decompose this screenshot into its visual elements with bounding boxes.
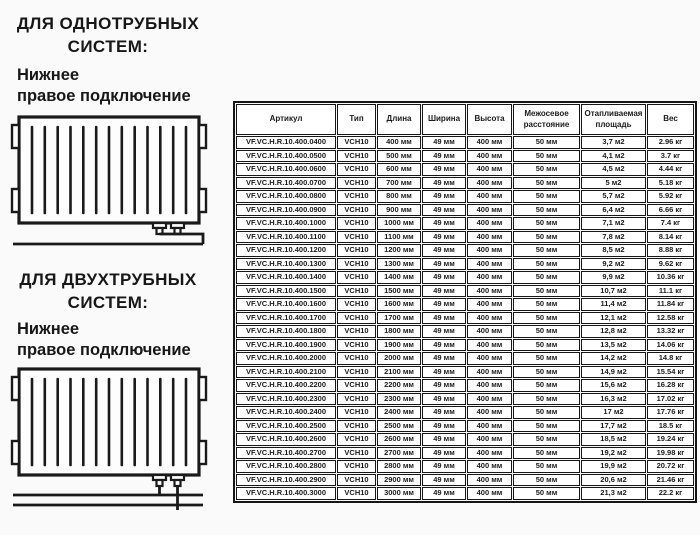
table-cell: 3000 мм [377, 487, 421, 500]
table-cell: 50 мм [513, 244, 580, 257]
table-cell: 50 мм [513, 231, 580, 244]
table-row [236, 258, 694, 271]
spec-table-wrap [233, 101, 697, 503]
table-cell: 400 мм [467, 487, 512, 500]
table-cell: 19.24 кг [647, 433, 694, 446]
two-pipe-heading-line2: СИСТЕМ: [67, 292, 149, 312]
col-header-length: Длина [377, 104, 421, 135]
col-header-width: Ширина [422, 104, 466, 135]
table-cell: 18.5 кг [647, 420, 694, 433]
table-cell: 2300 мм [377, 393, 421, 406]
connection-label-line2: правое подключение [17, 87, 191, 106]
connection-label-line1: Нижнее [17, 320, 80, 338]
table-cell: VCH10 [337, 474, 376, 487]
table-cell: VF.VC.H.R.10.400.1500 [236, 285, 336, 298]
table-cell: VCH10 [337, 177, 376, 190]
table-cell: VCH10 [337, 190, 376, 203]
table-cell: 13.32 кг [647, 325, 694, 338]
table-row [236, 136, 694, 149]
spec-table-body [236, 136, 694, 500]
table-row [236, 420, 694, 433]
table-cell: 11.84 кг [647, 298, 694, 311]
table-cell: VCH10 [337, 163, 376, 176]
table-cell: 49 мм [422, 231, 466, 244]
table-cell: VCH10 [337, 460, 376, 473]
table-row [236, 150, 694, 163]
single-pipe-connection-label [17, 65, 191, 108]
connection-label-line2: правое подключение [17, 341, 191, 360]
table-cell: VCH10 [337, 298, 376, 311]
table-cell: 14.06 кг [647, 339, 694, 352]
table-row [236, 271, 694, 284]
table-row [236, 433, 694, 446]
table-cell: VF.VC.H.R.10.400.0800 [236, 190, 336, 203]
table-row [236, 325, 694, 338]
table-cell: 50 мм [513, 150, 580, 163]
table-cell: 400 мм [467, 325, 512, 338]
table-cell: 50 мм [513, 325, 580, 338]
table-row [236, 474, 694, 487]
table-cell: 18,5 м2 [581, 433, 646, 446]
table-cell: VF.VC.H.R.10.400.1800 [236, 325, 336, 338]
table-cell: 50 мм [513, 285, 580, 298]
table-cell: 50 мм [513, 393, 580, 406]
single-pipe-heading-line2: СИСТЕМ: [67, 36, 149, 56]
table-cell: 5.92 кг [647, 190, 694, 203]
table-cell: 50 мм [513, 204, 580, 217]
table-cell: 17,7 м2 [581, 420, 646, 433]
table-cell: 1200 мм [377, 244, 421, 257]
table-cell: VCH10 [337, 325, 376, 338]
table-cell: VF.VC.H.R.10.400.2600 [236, 433, 336, 446]
table-cell: 50 мм [513, 487, 580, 500]
table-cell: 15.54 кг [647, 366, 694, 379]
table-cell: 49 мм [422, 420, 466, 433]
table-cell: VF.VC.H.R.10.400.1600 [236, 298, 336, 311]
table-cell: 49 мм [422, 244, 466, 257]
table-cell: VCH10 [337, 352, 376, 365]
table-cell: 400 мм [467, 150, 512, 163]
table-cell: 2000 мм [377, 352, 421, 365]
table-cell: 2.96 кг [647, 136, 694, 149]
table-row [236, 352, 694, 365]
table-cell: 50 мм [513, 433, 580, 446]
table-cell: 8.14 кг [647, 231, 694, 244]
table-cell: 500 мм [377, 150, 421, 163]
table-cell: VCH10 [337, 406, 376, 419]
table-cell: VF.VC.H.R.10.400.0900 [236, 204, 336, 217]
table-cell: VCH10 [337, 231, 376, 244]
table-row [236, 163, 694, 176]
table-cell: VF.VC.H.R.10.400.2400 [236, 406, 336, 419]
table-cell: 1000 мм [377, 217, 421, 230]
table-cell: 49 мм [422, 136, 466, 149]
table-row [236, 406, 694, 419]
table-row [236, 447, 694, 460]
table-cell: 7.4 кг [647, 217, 694, 230]
table-cell: 49 мм [422, 285, 466, 298]
radiator-two-pipe-diagram [5, 364, 218, 519]
table-cell: 400 мм [467, 406, 512, 419]
table-cell: 49 мм [422, 339, 466, 352]
table-cell: 8,5 м2 [581, 244, 646, 257]
table-cell: 19,9 м2 [581, 460, 646, 473]
table-cell: 7,8 м2 [581, 231, 646, 244]
table-cell: 1300 мм [377, 258, 421, 271]
table-cell: 1700 мм [377, 312, 421, 325]
table-cell: VF.VC.H.R.10.400.1100 [236, 231, 336, 244]
table-cell: 49 мм [422, 190, 466, 203]
table-cell: 400 мм [467, 474, 512, 487]
table-row [236, 285, 694, 298]
table-cell: 50 мм [513, 352, 580, 365]
table-cell: 400 мм [467, 420, 512, 433]
table-cell: VF.VC.H.R.10.400.0600 [236, 163, 336, 176]
table-cell: VF.VC.H.R.10.400.2300 [236, 393, 336, 406]
table-row [236, 379, 694, 392]
table-cell: 17.76 кг [647, 406, 694, 419]
table-cell: 13,5 м2 [581, 339, 646, 352]
table-cell: 49 мм [422, 217, 466, 230]
table-cell: 49 мм [422, 460, 466, 473]
table-cell: 400 мм [467, 460, 512, 473]
table-cell: 400 мм [467, 285, 512, 298]
table-row [236, 460, 694, 473]
table-cell: 50 мм [513, 379, 580, 392]
table-cell: VCH10 [337, 487, 376, 500]
table-cell: 400 мм [467, 433, 512, 446]
table-cell: 6,4 м2 [581, 204, 646, 217]
table-cell: 17.02 кг [647, 393, 694, 406]
table-cell: 4,5 м2 [581, 163, 646, 176]
table-cell: VF.VC.H.R.10.400.1700 [236, 312, 336, 325]
table-cell: 8.88 кг [647, 244, 694, 257]
radiator-single-pipe-diagram [5, 112, 218, 252]
table-cell: VCH10 [337, 433, 376, 446]
table-cell: 4.44 кг [647, 163, 694, 176]
table-cell: VF.VC.H.R.10.400.1300 [236, 258, 336, 271]
table-cell: 1500 мм [377, 285, 421, 298]
table-row [236, 217, 694, 230]
two-pipe-connection-label [17, 319, 191, 362]
table-cell: 3.7 кг [647, 150, 694, 163]
table-cell: 400 мм [467, 177, 512, 190]
table-cell: 1100 мм [377, 231, 421, 244]
table-cell: 49 мм [422, 447, 466, 460]
table-cell: 12,8 м2 [581, 325, 646, 338]
table-cell: 19,2 м2 [581, 447, 646, 460]
table-cell: 16,3 м2 [581, 393, 646, 406]
table-cell: 49 мм [422, 150, 466, 163]
table-cell: VCH10 [337, 420, 376, 433]
table-cell: 50 мм [513, 447, 580, 460]
table-cell: 49 мм [422, 271, 466, 284]
table-cell: 50 мм [513, 298, 580, 311]
table-cell: 7,1 м2 [581, 217, 646, 230]
table-cell: 400 мм [467, 190, 512, 203]
table-cell: 5.18 кг [647, 177, 694, 190]
table-row [236, 298, 694, 311]
table-cell: VCH10 [337, 244, 376, 257]
table-cell: VF.VC.H.R.10.400.1400 [236, 271, 336, 284]
left-panel [0, 0, 233, 535]
table-cell: VF.VC.H.R.10.400.2200 [236, 379, 336, 392]
table-cell: 400 мм [467, 258, 512, 271]
table-cell: 49 мм [422, 298, 466, 311]
col-header-type: Тип [337, 104, 376, 135]
table-cell: 50 мм [513, 339, 580, 352]
table-cell: 12,1 м2 [581, 312, 646, 325]
table-cell: 400 мм [467, 136, 512, 149]
table-cell: 2900 мм [377, 474, 421, 487]
table-cell: 50 мм [513, 366, 580, 379]
table-cell: 400 мм [467, 339, 512, 352]
table-cell: VF.VC.H.R.10.400.0400 [236, 136, 336, 149]
table-cell: 50 мм [513, 406, 580, 419]
table-cell: VF.VC.H.R.10.400.2000 [236, 352, 336, 365]
table-cell: 14,9 м2 [581, 366, 646, 379]
table-cell: VCH10 [337, 339, 376, 352]
table-cell: 600 мм [377, 163, 421, 176]
table-cell: 9.62 кг [647, 258, 694, 271]
table-cell: 49 мм [422, 393, 466, 406]
table-cell: 1900 мм [377, 339, 421, 352]
table-cell: 49 мм [422, 366, 466, 379]
table-cell: 49 мм [422, 474, 466, 487]
table-cell: 400 мм [467, 393, 512, 406]
table-cell: 1400 мм [377, 271, 421, 284]
table-cell: 400 мм [467, 379, 512, 392]
table-cell: 4,1 м2 [581, 150, 646, 163]
table-cell: 5,7 м2 [581, 190, 646, 203]
table-cell: 400 мм [467, 204, 512, 217]
table-cell: VCH10 [337, 393, 376, 406]
table-cell: VCH10 [337, 136, 376, 149]
table-cell: VCH10 [337, 366, 376, 379]
table-cell: 50 мм [513, 271, 580, 284]
table-cell: 15,6 м2 [581, 379, 646, 392]
table-cell: 2200 мм [377, 379, 421, 392]
table-row [236, 231, 694, 244]
table-cell: 16.28 кг [647, 379, 694, 392]
table-cell: 400 мм [467, 217, 512, 230]
table-cell: 12.58 кг [647, 312, 694, 325]
table-cell: 21.46 кг [647, 474, 694, 487]
table-row [236, 339, 694, 352]
table-cell: 400 мм [467, 271, 512, 284]
table-cell: 2600 мм [377, 433, 421, 446]
col-header-heated-area: Отапливаемая площадь [581, 104, 646, 135]
table-cell: 49 мм [422, 204, 466, 217]
table-cell: 50 мм [513, 136, 580, 149]
table-cell: 9,9 м2 [581, 271, 646, 284]
table-cell: VCH10 [337, 258, 376, 271]
table-cell: 11.1 кг [647, 285, 694, 298]
two-pipe-heading-line1: ДЛЯ ДВУХТРУБНЫХ [19, 270, 197, 289]
table-cell: 5 м2 [581, 177, 646, 190]
table-cell: 50 мм [513, 474, 580, 487]
table-cell: 10,7 м2 [581, 285, 646, 298]
table-cell: 49 мм [422, 487, 466, 500]
table-cell: VF.VC.H.R.10.400.2900 [236, 474, 336, 487]
table-cell: VF.VC.H.R.10.400.3000 [236, 487, 336, 500]
table-row [236, 177, 694, 190]
table-cell: 9,2 м2 [581, 258, 646, 271]
table-cell: 49 мм [422, 325, 466, 338]
table-cell: 700 мм [377, 177, 421, 190]
table-cell: VF.VC.H.R.10.400.2100 [236, 366, 336, 379]
table-row [236, 204, 694, 217]
table-row [236, 487, 694, 500]
table-cell: 49 мм [422, 258, 466, 271]
table-cell: VCH10 [337, 312, 376, 325]
table-cell: VCH10 [337, 379, 376, 392]
table-row [236, 190, 694, 203]
table-cell: 400 мм [467, 231, 512, 244]
table-cell: 49 мм [422, 352, 466, 365]
table-cell: 50 мм [513, 420, 580, 433]
table-cell: VF.VC.H.R.10.400.1000 [236, 217, 336, 230]
table-cell: VF.VC.H.R.10.400.0700 [236, 177, 336, 190]
table-cell: 49 мм [422, 433, 466, 446]
col-header-weight: Вес [647, 104, 694, 135]
table-cell: 400 мм [467, 163, 512, 176]
table-cell: 49 мм [422, 312, 466, 325]
table-cell: 400 мм [467, 352, 512, 365]
table-cell: 50 мм [513, 190, 580, 203]
table-cell: VCH10 [337, 285, 376, 298]
table-cell: 49 мм [422, 379, 466, 392]
table-cell: 21,3 м2 [581, 487, 646, 500]
col-header-axle-distance: Межосевое расстояние [513, 104, 580, 135]
table-cell: 17 м2 [581, 406, 646, 419]
table-cell: 400 мм [377, 136, 421, 149]
table-cell: 1600 мм [377, 298, 421, 311]
table-row [236, 366, 694, 379]
table-row [236, 312, 694, 325]
table-cell: VF.VC.H.R.10.400.2500 [236, 420, 336, 433]
table-cell: VCH10 [337, 447, 376, 460]
table-cell: 50 мм [513, 258, 580, 271]
table-cell: VF.VC.H.R.10.400.1200 [236, 244, 336, 257]
spec-table [233, 101, 697, 503]
table-cell: 14,2 м2 [581, 352, 646, 365]
table-cell: 2800 мм [377, 460, 421, 473]
table-cell: 400 мм [467, 447, 512, 460]
table-cell: 400 мм [467, 366, 512, 379]
table-cell: 49 мм [422, 177, 466, 190]
table-cell: 50 мм [513, 163, 580, 176]
table-cell: 50 мм [513, 312, 580, 325]
table-cell: 900 мм [377, 204, 421, 217]
table-row [236, 244, 694, 257]
table-cell: 400 мм [467, 244, 512, 257]
table-cell: VF.VC.H.R.10.400.0500 [236, 150, 336, 163]
single-pipe-heading [10, 13, 206, 59]
col-header-height: Высота [467, 104, 512, 135]
table-cell: 20,6 м2 [581, 474, 646, 487]
header-row [236, 104, 694, 135]
col-header-article: Артикул [236, 104, 336, 135]
table-cell: VF.VC.H.R.10.400.2700 [236, 447, 336, 460]
single-pipe-heading-line1: ДЛЯ ОДНОТРУБНЫХ [16, 14, 200, 33]
table-cell: VCH10 [337, 217, 376, 230]
table-cell: 2400 мм [377, 406, 421, 419]
table-cell: 22.2 кг [647, 487, 694, 500]
table-row [236, 393, 694, 406]
table-cell: VCH10 [337, 271, 376, 284]
table-cell: 2100 мм [377, 366, 421, 379]
table-cell: 6.66 кг [647, 204, 694, 217]
table-cell: 49 мм [422, 406, 466, 419]
table-cell: 10.36 кг [647, 271, 694, 284]
table-cell: 50 мм [513, 177, 580, 190]
table-cell: VF.VC.H.R.10.400.1900 [236, 339, 336, 352]
table-cell: 2700 мм [377, 447, 421, 460]
table-cell: 19.98 кг [647, 447, 694, 460]
connection-label-line1: Нижнее [17, 66, 80, 84]
table-cell: 14.8 кг [647, 352, 694, 365]
table-cell: 50 мм [513, 460, 580, 473]
table-cell: 400 мм [467, 298, 512, 311]
table-cell: VF.VC.H.R.10.400.2800 [236, 460, 336, 473]
table-cell: 800 мм [377, 190, 421, 203]
table-cell: 20.72 кг [647, 460, 694, 473]
table-cell: 400 мм [467, 312, 512, 325]
table-cell: 50 мм [513, 217, 580, 230]
table-cell: VCH10 [337, 150, 376, 163]
spec-table-header [236, 104, 694, 135]
table-cell: 1800 мм [377, 325, 421, 338]
table-cell: VCH10 [337, 204, 376, 217]
table-cell: 2500 мм [377, 420, 421, 433]
table-cell: 3,7 м2 [581, 136, 646, 149]
two-pipe-heading [10, 269, 206, 315]
table-cell: 49 мм [422, 163, 466, 176]
table-cell: 11,4 м2 [581, 298, 646, 311]
